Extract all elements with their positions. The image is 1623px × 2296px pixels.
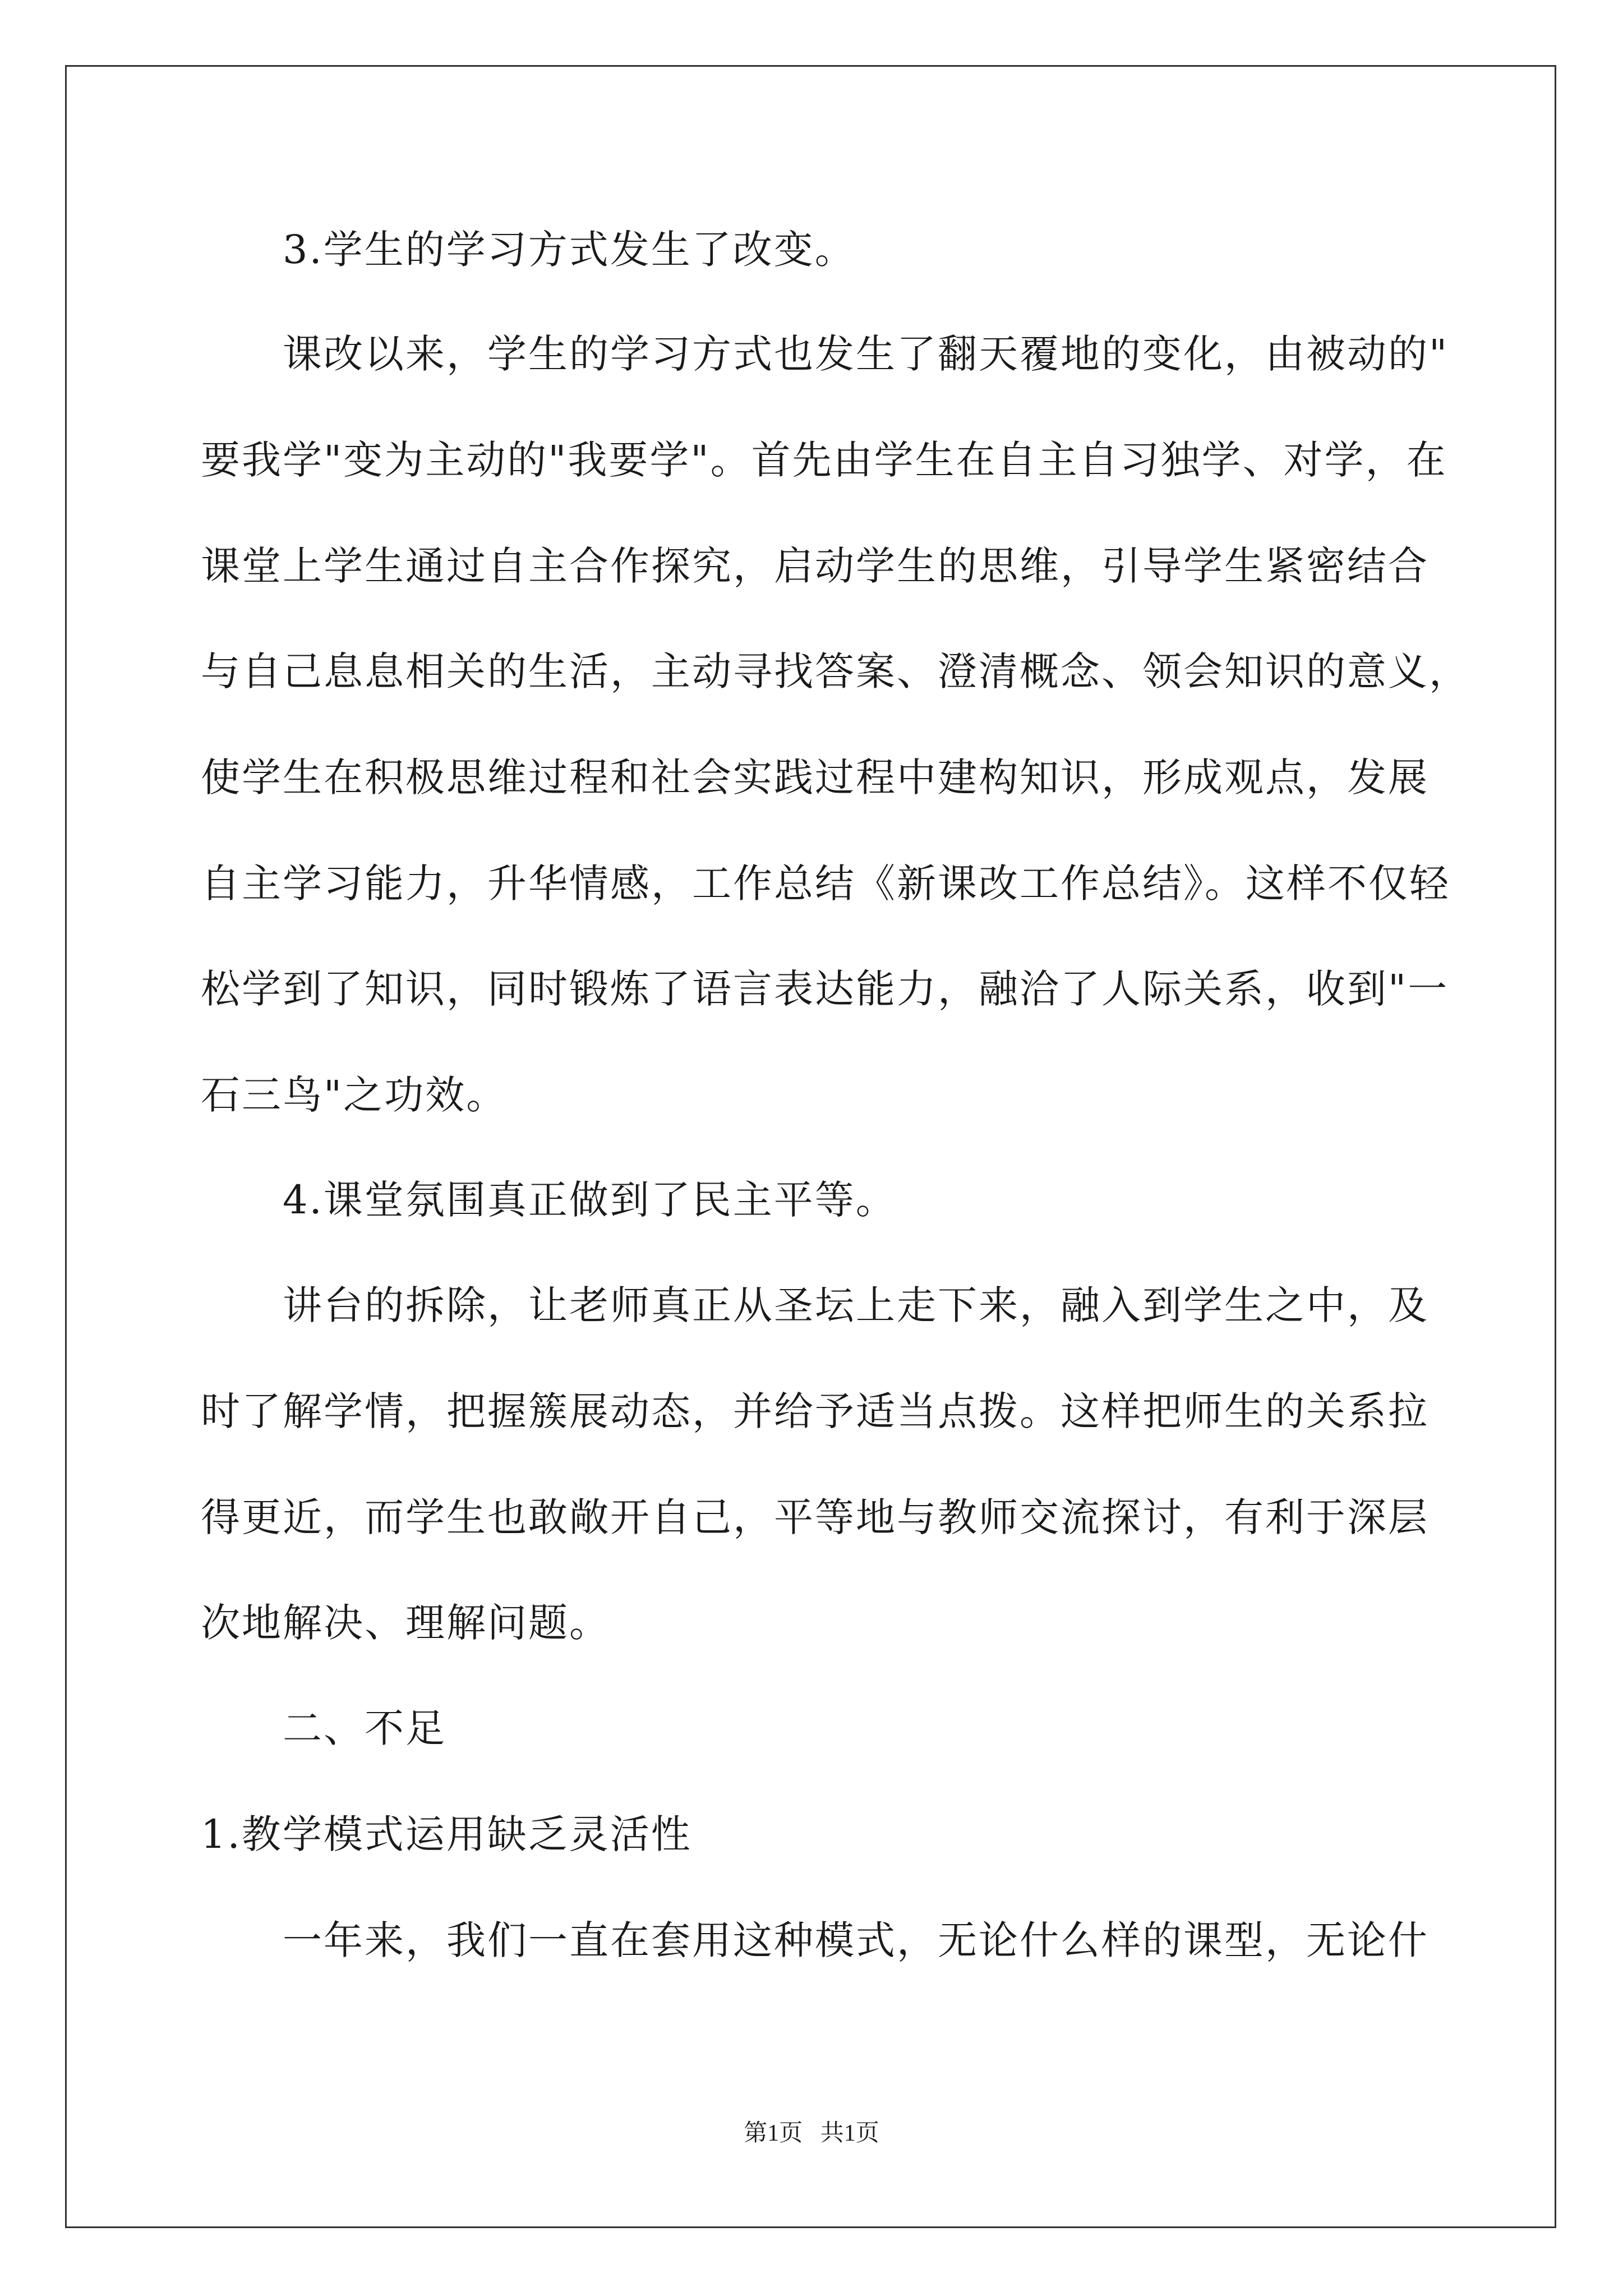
paragraph-line: 与自己息息相关的生活，主动寻找答案、澄清概念、领会知识的意义， xyxy=(201,648,1470,694)
paragraph-line: 得更近，而学生也敢敞开自己，平等地与教师交流探讨，有利于深层 xyxy=(201,1494,1429,1540)
paragraph-line: 石三鸟"之功效。 xyxy=(201,1072,508,1118)
page-border xyxy=(65,65,1556,2228)
paragraph-heading-3: 3.学生的学习方式发生了改变。 xyxy=(283,227,856,273)
paragraph-line: 自主学习能力，升华情感，工作总结《新课改工作总结》。这样不仅轻 xyxy=(201,861,1450,907)
paragraph-line: 一年来，我们一直在套用这种模式，无论什么样的课型，无论什 xyxy=(283,1917,1429,1963)
subsection-heading: 1.教学模式运用缺乏灵活性 xyxy=(201,1811,692,1857)
paragraph-line: 讲台的拆除，让老师真正从圣坛上走下来，融入到学生之中，及 xyxy=(283,1282,1429,1328)
paragraph-line: 次地解决、理解问题。 xyxy=(201,1600,610,1646)
paragraph-line: 要我学"变为主动的"我要学"。首先由学生在自主自习独学、对学，在 xyxy=(201,437,1447,483)
page-footer: 第1页 共1页 xyxy=(744,2120,879,2146)
section-heading: 二、不足 xyxy=(283,1705,446,1751)
paragraph-line: 课改以来，学生的学习方式也发生了翻天覆地的变化，由被动的" xyxy=(283,331,1449,377)
paragraph-line: 使学生在积极思维过程和社会实践过程中建构知识，形成观点，发展 xyxy=(201,754,1429,800)
paragraph-line: 时了解学情，把握簇展动态，并给予适当点拨。这样把师生的关系拉 xyxy=(201,1388,1429,1434)
paragraph-line: 松学到了知识，同时锻炼了语言表达能力，融洽了人际关系，收到"一 xyxy=(201,966,1449,1012)
paragraph-line: 课堂上学生通过自主合作探究，启动学生的思维，引导学生紧密结合 xyxy=(201,543,1429,589)
paragraph-heading-4: 4.课堂氛围真正做到了民主平等。 xyxy=(283,1177,897,1223)
